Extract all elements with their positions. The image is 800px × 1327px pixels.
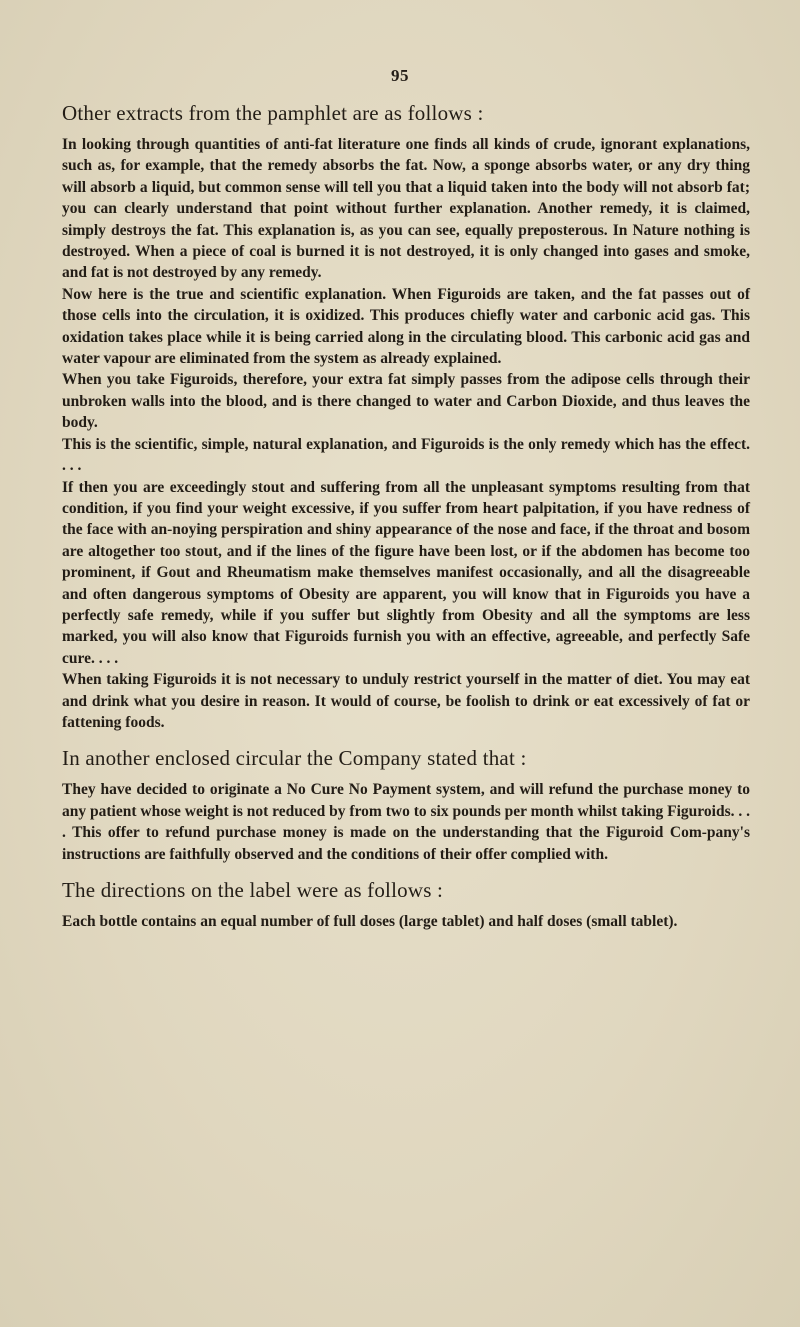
page-number: 95 xyxy=(391,66,409,85)
paragraph: Now here is the true and scientific explanation. When Figuroids are taken, and the fat passes out of those cells into the circulation, it is oxidized. This produces chiefly water and carbonic acid gas. This oxidation takes place while it is being carried along in the circulating blood. This carbonic acid gas and water vapour are eliminated from the system as already explained. xyxy=(62,285,750,368)
section-heading-label-directions: The directions on the label were as follows : xyxy=(62,878,444,902)
section-heading-pamphlet-extracts: Other extracts from the pamphlet are as follows : xyxy=(62,101,484,125)
enclosed-circular-body xyxy=(62,779,750,865)
paragraph: This is the scientific, simple, natural explanation, and Figuroids is the only remedy which has the effect. . . . xyxy=(62,435,750,475)
pamphlet-extracts-body xyxy=(62,134,750,733)
section-heading-enclosed-circular: In another enclosed circular the Company stated that : xyxy=(62,746,527,771)
paragraph: Each bottle contains an equal number of full doses (large tablet) and half doses (small tablet). xyxy=(62,913,678,930)
paragraph: If then you are exceedingly stout and suffering from all the unpleasant symptoms resulting from that condition, if you find your weight excessive, if you suffer from heart palpitation, if you have redness of the face with an-noying perspiration and shiny appearance of the nose and face, if the throat and bosom are altogether too stout, and if the lines of the figure have been lost, or if the abdomen has become too prominent, if Gout and Rheumatism make themselves manifest occasionally, and all the disagreeable and often dangerous symptoms of Obesity are apparent, you will know that in Figuroids you have a perfectly safe remedy, while if you suffer but slightly from Obesity and all the symptoms are less marked, you will also know that Figuroids furnish you with an effective, agreeable, and perfectly Safe cure. . . . xyxy=(62,478,750,667)
page-content xyxy=(62,100,750,932)
label-directions-body xyxy=(62,911,750,932)
paragraph: In looking through quantities of anti-fat literature one finds all kinds of crude, ignorant explanations, such as, for example, that the remedy absorbs the fat. Now, a sponge absorbs water, or any dry thing will absorb a liquid, but common sense will tell you that a liquid taken into the body will not absorb fat; you can clearly understand that point without further explanation. Another remedy, it is claimed, simply destroys the fat. This explanation is, as you can see, equally preposterous. In Nature nothing is destroyed. When a piece of coal is burned it is not destroyed, it is only changed into gases and smoke, and fat is not destroyed by any remedy. xyxy=(62,136,750,282)
paragraph: When taking Figuroids it is not necessary to unduly restrict yourself in the matter of diet. You may eat and drink what you desire in reason. It would of course, be foolish to drink or eat excessively of fat or fattening foods. xyxy=(62,671,750,731)
paragraph: They have decided to originate a No Cure No Payment system, and will refund the purchase money to any patient whose weight is not reduced by from two to six pounds per month whilst taking Figuroids. . . . This offer to refund purchase money is made on the understanding that the Figuroid Com-pany's instructions are faithfully observed and the conditions of their offer complied with. xyxy=(62,781,750,863)
paragraph: When you take Figuroids, therefore, your extra fat simply passes from the adipose cells through their unbroken walls into the blood, and is there changed to water and Carbon Dioxide, and thus leaves the body. xyxy=(62,371,750,432)
